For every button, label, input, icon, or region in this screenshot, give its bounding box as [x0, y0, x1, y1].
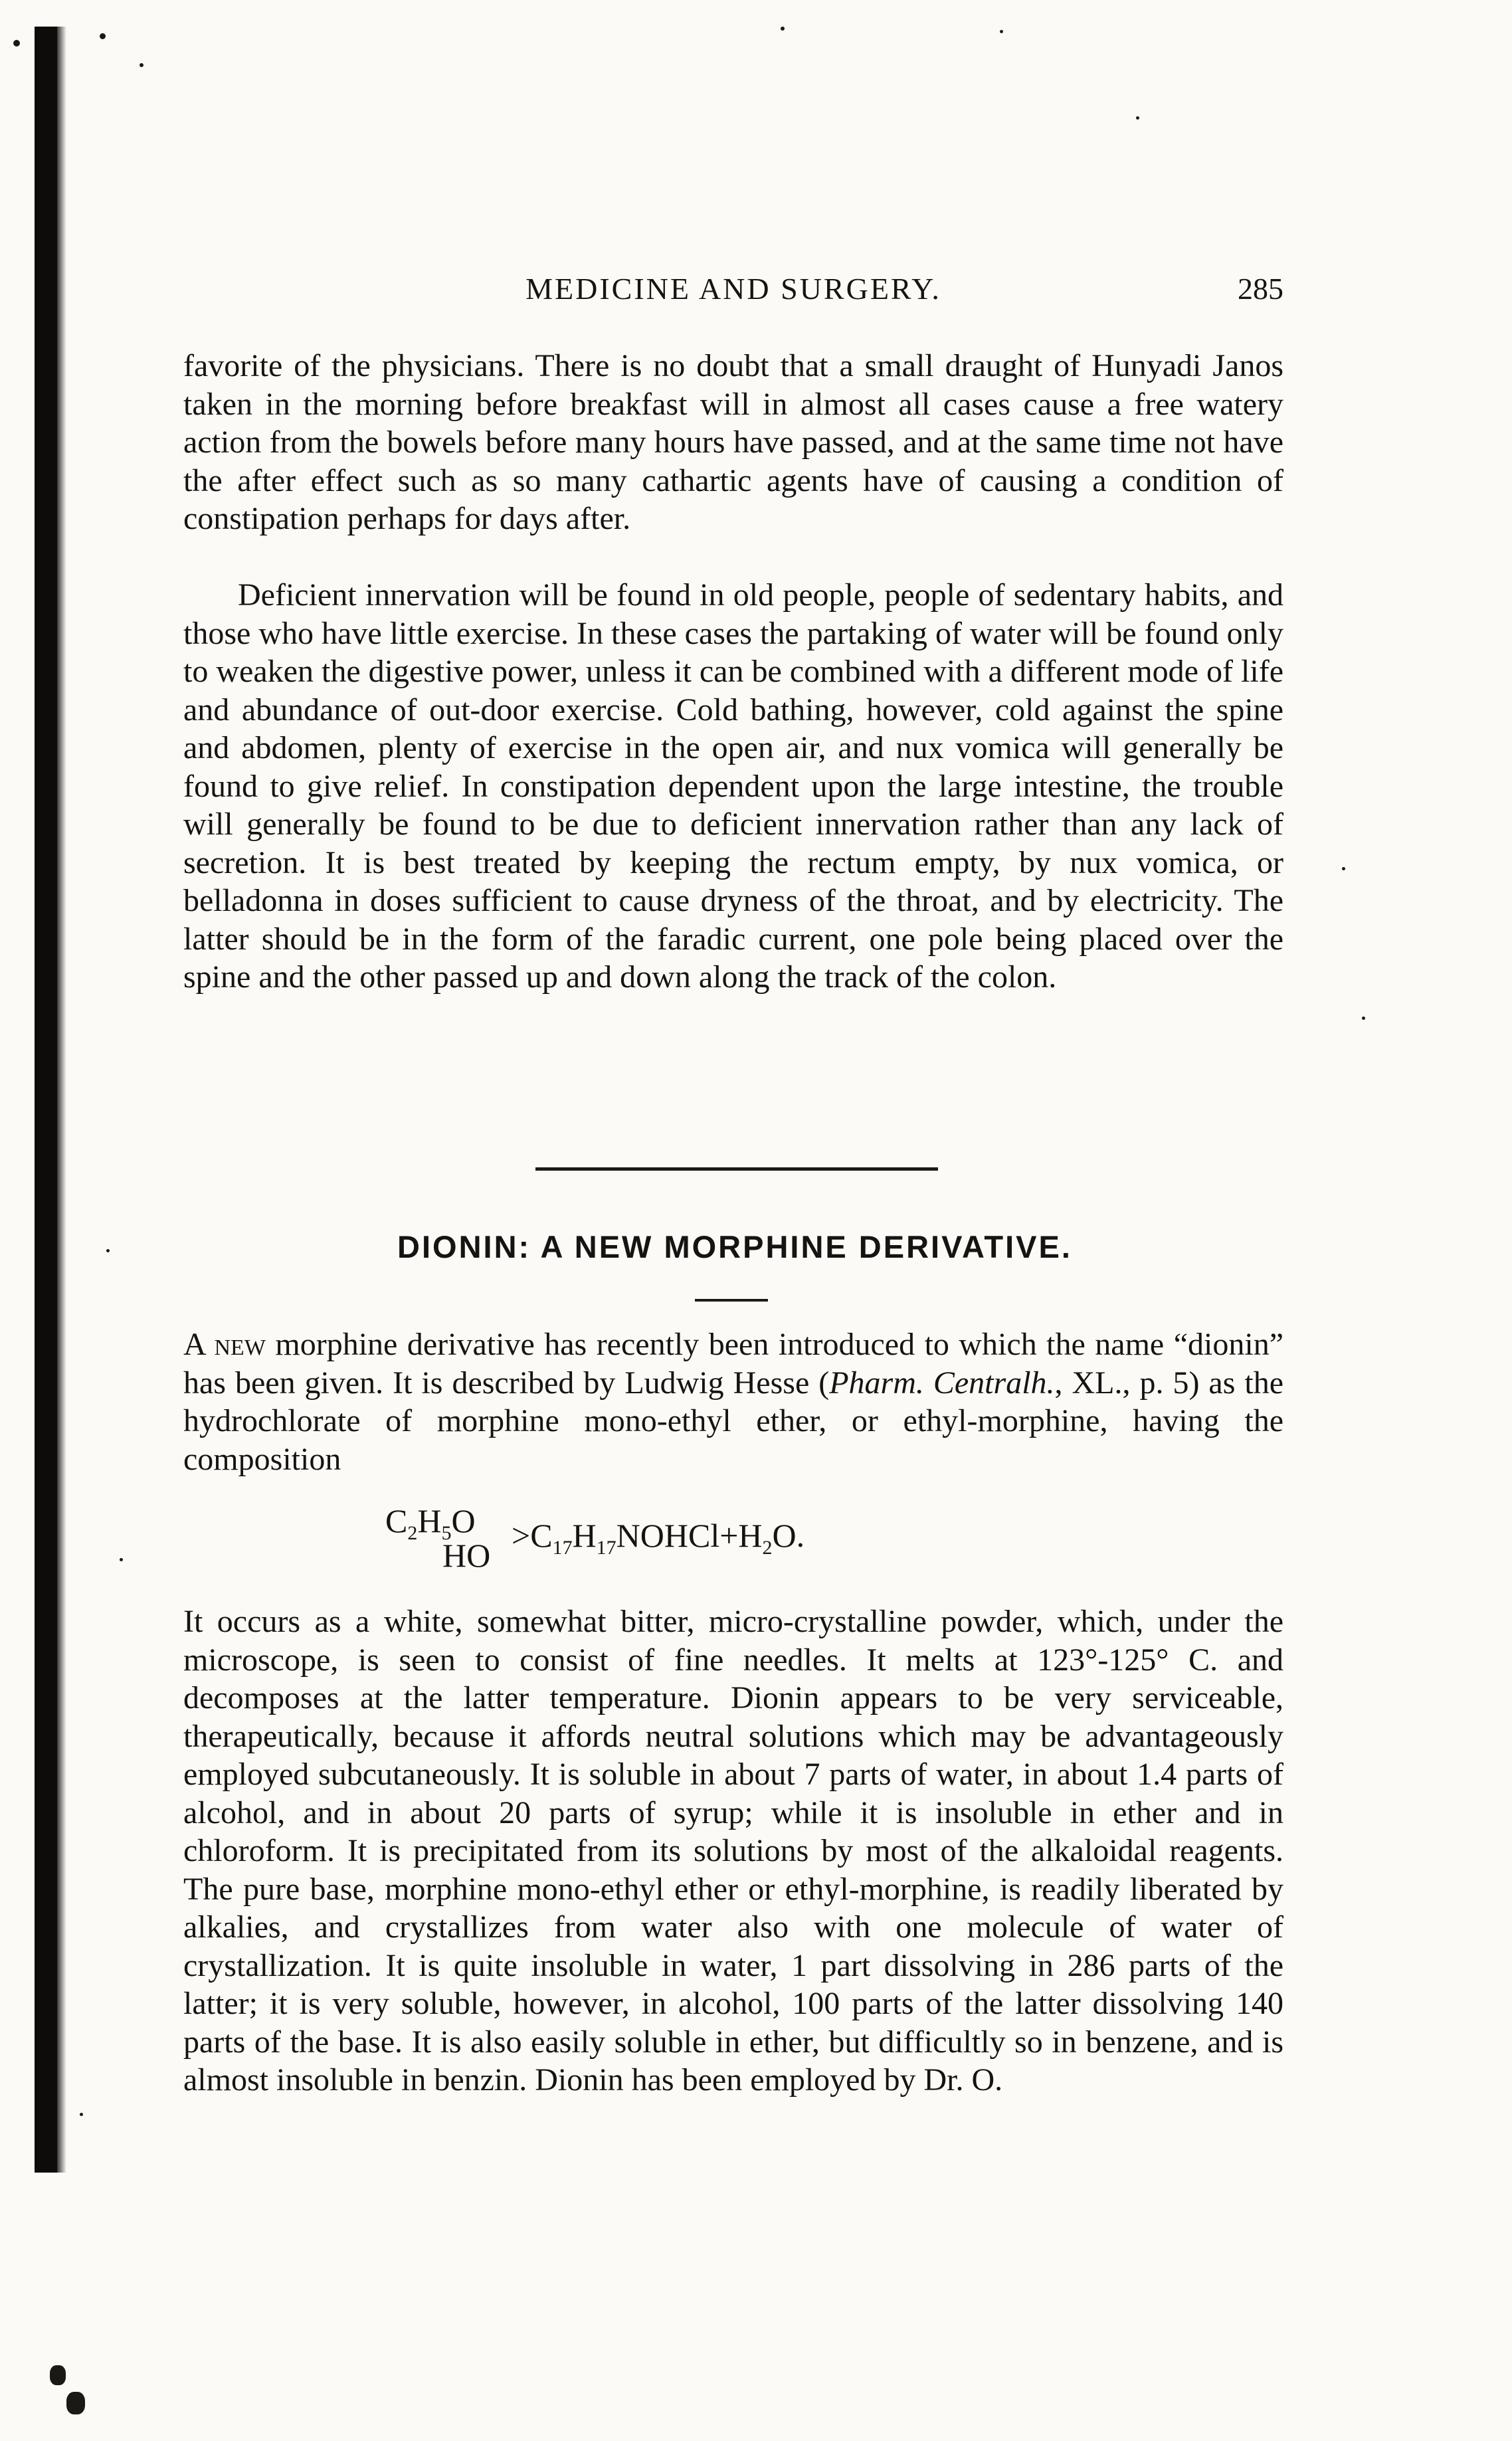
article-intro — [183, 1325, 1283, 1478]
running-title: MEDICINE AND SURGERY. — [525, 272, 941, 306]
ink-speck — [50, 2365, 66, 2385]
paragraph-text: It occurs as a white, somewhat bitter, micro-crystalline powder, which, under the microscope, is seen to consist of fine needles. It melts at 123°-125° C. and decomposes at the latter temperature. Dionin appears to be very serviceable, therapeutically, because it affords neutral solutions which may be advantageously employed subcutaneously. It is soluble in about 7 parts of water, in about 1.4 parts of alcohol, and in about 20 parts of syrup; while it is insoluble in ether and in chloroform. It is precipitated from its solutions by most of the alkaloidal reagents. The pure base, morphine mono-ethyl ether or ethyl-morphine, is readily liberated by alkalies, and crystallizes from water also with one molecule of water of crystallization. It is quite insoluble in water, 1 part dissolving in 286 parts of the latter; it is very soluble, however, in alcohol, 100 parts of the latter dissolving 140 parts of the base. It is also easily soluble in ether, but difficultly so in benzene, and is almost insoluble in benzin. Dionin has been employed by Dr. O. — [183, 1604, 1283, 2098]
ink-speck — [781, 27, 785, 31]
ink-speck — [120, 1558, 123, 1561]
ink-speck — [140, 63, 143, 67]
paragraph-text: Deficient innervation will be found in old people, people of sedentary habits, and those who have little exercise. In these cases the partaking of water will be found only to weaken the digestive power, unless it can be combined with a different mode of life and abundance of out-door exercise. Cold bathing, however, cold against the spine and abdomen, plenty of exercise in the open air, and nux vomica will generally be found to give relief. In constipation dependent upon the large intestine, the trouble will generally be found to be due to deficient innervation rather than any lack of secretion. It is best treated by keeping the rectum empty, by nux vomica, or belladonna in doses sufficient to cause dryness of the throat, and by electricity. The latter should be in the form of the faradic current, one pole being placed over the spine and the other passed up and down along the track of the colon. — [183, 577, 1283, 995]
formula-core: $>C_{17}H_{17}NOHCl+H_2O$. — [512, 1517, 805, 1559]
journal-citation: Pharm. Centralh. — [829, 1365, 1055, 1401]
ink-speck — [13, 40, 20, 47]
intro-lead: A new — [183, 1327, 266, 1362]
running-header — [183, 266, 1283, 312]
section-title: DIONIN: A NEW MORPHINE DERIVATIVE. — [397, 1229, 1072, 1264]
intro-text-2: , XL., p. 5) as the hydrochlorate of morphine mono-ethyl ether, or ethyl-morphine, having the composition — [183, 1365, 1284, 1477]
binding-shadow — [57, 27, 66, 2173]
paragraph-continued — [183, 347, 1283, 538]
section-divider — [535, 1167, 938, 1171]
ink-speck — [1136, 116, 1139, 120]
ink-speck — [106, 1249, 110, 1252]
ink-speck — [100, 33, 106, 39]
article-body — [183, 1603, 1283, 2099]
ink-speck — [80, 2113, 83, 2116]
ink-speck — [1000, 30, 1003, 33]
page-number: 285 — [1238, 272, 1283, 306]
binding-edge — [35, 27, 57, 2173]
formula-ethyl-group: $C_2H_5O$ — [385, 1502, 476, 1544]
intro-text-1: morphine derivative has recently been introduced to which the name “dionin” has been given. It is described by Ludwig Hesse ( — [183, 1327, 1283, 1401]
intro-text — [183, 1325, 1283, 1478]
title-underline — [695, 1299, 768, 1302]
paragraph-innervation — [183, 576, 1283, 997]
ink-speck — [1362, 1017, 1365, 1020]
ink-speck — [1342, 867, 1345, 870]
chemical-formula — [385, 1502, 1182, 1581]
ink-speck — [66, 2392, 85, 2414]
formula-hydroxyl: HO — [442, 1537, 491, 1574]
paragraph-text: favorite of the physicians. There is no doubt that a small draught of Hunyadi Janos taken in the morning before breakfast will in almost all cases cause a free watery action from the bowels before many hours have passed, and at the same time not have the after effect such as so many cathartic agents have of causing a condition of constipation perhaps for days after. — [183, 348, 1283, 536]
